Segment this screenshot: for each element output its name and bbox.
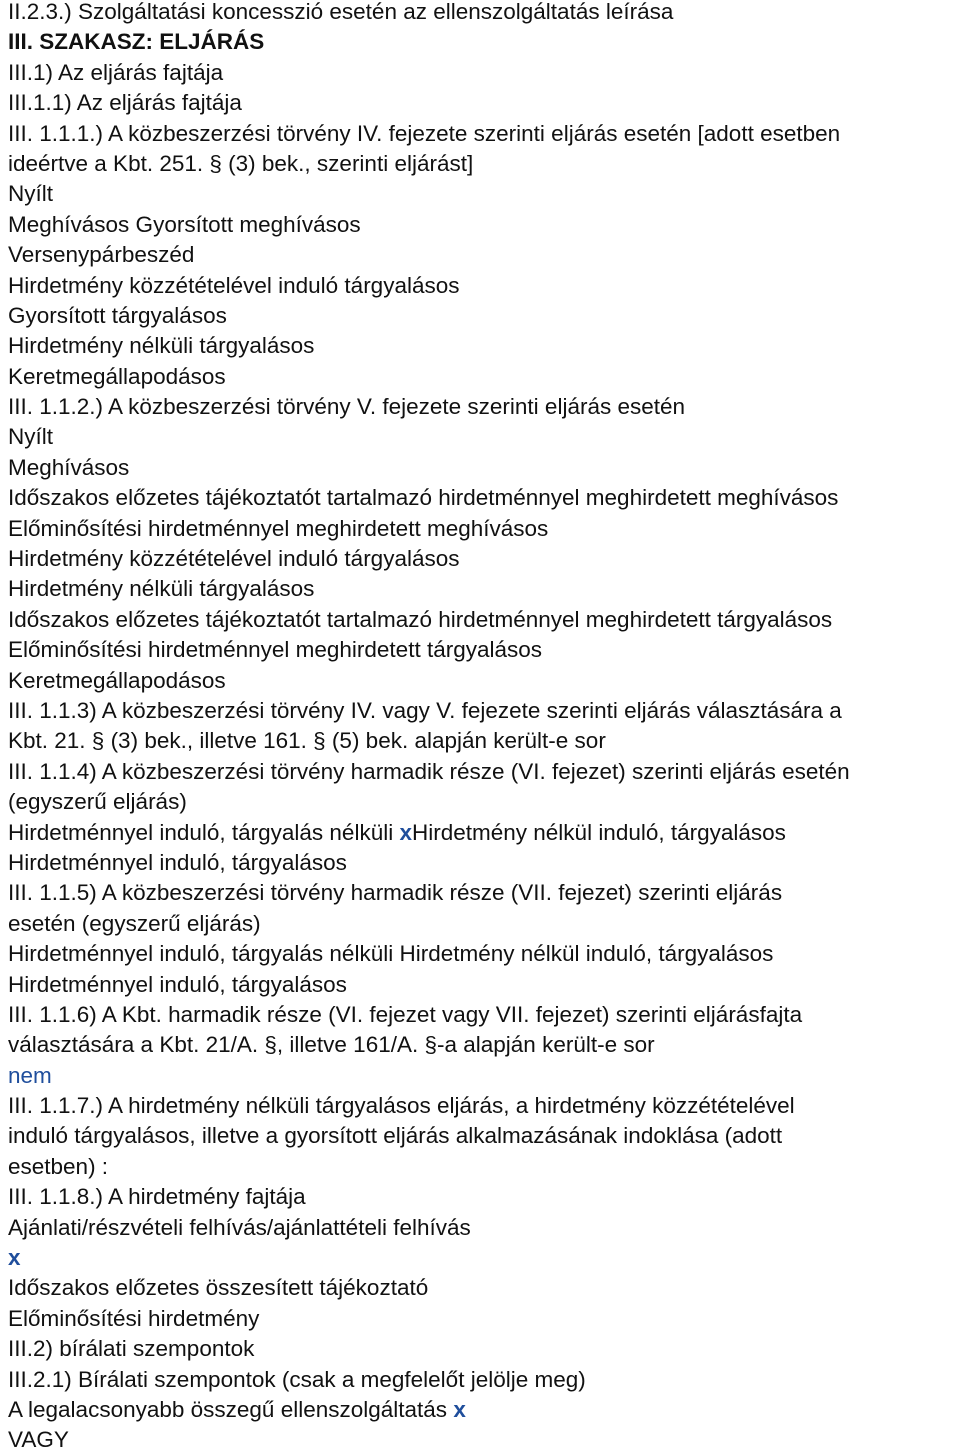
option-idoszakos-osszesitett: Időszakos előzetes összesített tájékoztató	[8, 1275, 429, 1301]
subsection-heading-iii-2: III.2) bírálati szempontok	[8, 1336, 255, 1362]
option-hirdetmeny-kozzetetelevel: Hirdetmény közzétételével induló tárgyalásos	[8, 272, 460, 298]
question-iii-1-1-4: III. 1.1.4) A közbeszerzési törvény harmadik része (VI. fejezet) szerinti eljárás esetén	[8, 758, 850, 784]
option-elominositesi-hirdetmeny: Előminősítési hirdetmény	[8, 1305, 260, 1331]
question-iii-1-1-7-cont: induló tárgyalásos, illetve a gyorsított eljárás alkalmazásának indoklása (adott	[8, 1123, 783, 1149]
option-versenyparbeszed: Versenypárbeszéd	[8, 242, 195, 268]
question-iii-1-1-3: III. 1.1.3) A közbeszerzési törvény IV. vagy V. fejezete szerinti eljárás választására a	[8, 697, 842, 723]
option-hirdetmennyel-targyalasos-vii: Hirdetménnyel induló, tárgyalásos	[8, 971, 347, 997]
option-legalacsonyabb-row	[8, 1395, 960, 1425]
question-iii-1-1-1-cont: ideértve a Kbt. 251. § (3) bek., szerinti eljárást]	[8, 150, 474, 176]
question-iii-1-1-5: III. 1.1.5) A közbeszerzési törvény harmadik része (VII. fejezet) szerinti eljárás	[8, 880, 783, 906]
option-idoszakos-meghivasos: Időszakos előzetes tájékoztatót tartalmazó hirdetménnyel meghirdetett meghívásos	[8, 485, 839, 511]
question-iii-1-1-7-cont2: esetben) :	[8, 1153, 109, 1179]
question-iii-1-1-6: III. 1.1.6) A Kbt. harmadik része (VI. fejezet vagy VII. fejezet) szerinti eljárásfajta	[8, 1001, 803, 1027]
option-hirdetmennyel-targyalasos: Hirdetménnyel induló, tárgyalásos	[8, 849, 347, 875]
subsection-heading-iii-1-1: III.1.1) Az eljárás fajtája	[8, 90, 242, 116]
answer-nem: nem	[8, 1062, 52, 1088]
section-heading-ii-2-3: II.2.3.) Szolgáltatási koncesszió esetén az ellenszolgáltatás leírása	[8, 0, 674, 24]
subsection-heading-iii-1: III.1) Az eljárás fajtája	[8, 59, 224, 85]
option-hirdetmeny-nelkuli-v: Hirdetmény nélküli tárgyalásos	[8, 576, 315, 602]
option-hirdetmeny-nelkuli: Hirdetmény nélküli tárgyalásos	[8, 333, 315, 359]
question-iii-1-1-7: III. 1.1.7.) A hirdetmény nélküli tárgyalásos eljárás, a hirdetmény közzétételével	[8, 1093, 795, 1119]
option-elominositesi-targyalasos: Előminősítési hirdetménnyel meghirdetett tárgyalásos	[8, 637, 543, 663]
option-elominositesi-meghivasos: Előminősítési hirdetménnyel meghirdetett meghívásos	[8, 515, 549, 541]
option-keretmegallapodasos-v: Keretmegállapodásos	[8, 667, 226, 693]
question-iii-1-1-2: III. 1.1.2.) A közbeszerzési törvény V. fejezete szerinti eljárás esetén	[8, 394, 686, 420]
selected-marker: x	[399, 819, 412, 845]
selected-marker: x	[8, 1245, 21, 1271]
question-iii-2-1: III.2.1) Bírálati szempontok (csak a megfelelőt jelölje meg)	[8, 1366, 586, 1392]
option-meghivasos-gyorsitott: Meghívásos Gyorsított meghívásos	[8, 211, 361, 237]
question-iii-1-1-5-cont: esetén (egyszerű eljárás)	[8, 910, 261, 936]
option-ajanlati-felhivas: Ajánlati/részvételi felhívás/ajánlattételi felhívás	[8, 1214, 471, 1240]
option-nyilt-v: Nyílt	[8, 424, 53, 450]
option-row-egyszeru-vi	[8, 818, 960, 848]
question-iii-1-1-3-cont: Kbt. 21. § (3) bek., illetve 161. § (5) bek. alapján került-e sor	[8, 728, 606, 754]
question-iii-1-1-8: III. 1.1.8.) A hirdetmény fajtája	[8, 1184, 306, 1210]
option-idoszakos-targyalasos: Időszakos előzetes tájékoztatót tartalmazó hirdetménnyel meghirdetett tárgyalásos	[8, 606, 833, 632]
section-heading-iii: III. SZAKASZ: ELJÁRÁS	[8, 29, 265, 55]
question-iii-1-1-1: III. 1.1.1.) A közbeszerzési törvény IV. fejezete szerinti eljárás esetén [adott esetben	[8, 120, 841, 146]
option-nyilt: Nyílt	[8, 181, 53, 207]
option-keretmegallapodasos: Keretmegállapodásos	[8, 363, 226, 389]
option-meghivasos-v: Meghívásos	[8, 454, 130, 480]
option-gyorsitott-targyalasos: Gyorsított tárgyalásos	[8, 302, 227, 328]
question-iii-1-1-6-cont: választására a Kbt. 21/A. §, illetve 161/A. §-a alapján került-e sor	[8, 1032, 655, 1058]
option-hirdetmeny-kozzetetelevel-v: Hirdetmény közzétételével induló tárgyalásos	[8, 546, 460, 572]
option-hirdetmennyel-targyalas-nelkuli: Hirdetménnyel induló, tárgyalás nélküli	[8, 819, 400, 845]
vagy-label: VAGY	[8, 1427, 69, 1453]
question-iii-1-1-4-cont: (egyszerű eljárás)	[8, 789, 187, 815]
option-hirdetmeny-nelkul-targyalasos: Hirdetmény nélkül induló, tárgyalásos	[411, 819, 786, 845]
selected-marker: x	[453, 1396, 466, 1422]
option-row-egyszeru-vii: Hirdetménnyel induló, tárgyalás nélküli Hirdetmény nélkül induló, tárgyalásos	[8, 941, 774, 967]
option-legalacsonyabb-ellenszolgaltatas: A legalacsonyabb összegű ellenszolgáltatás	[8, 1396, 454, 1422]
